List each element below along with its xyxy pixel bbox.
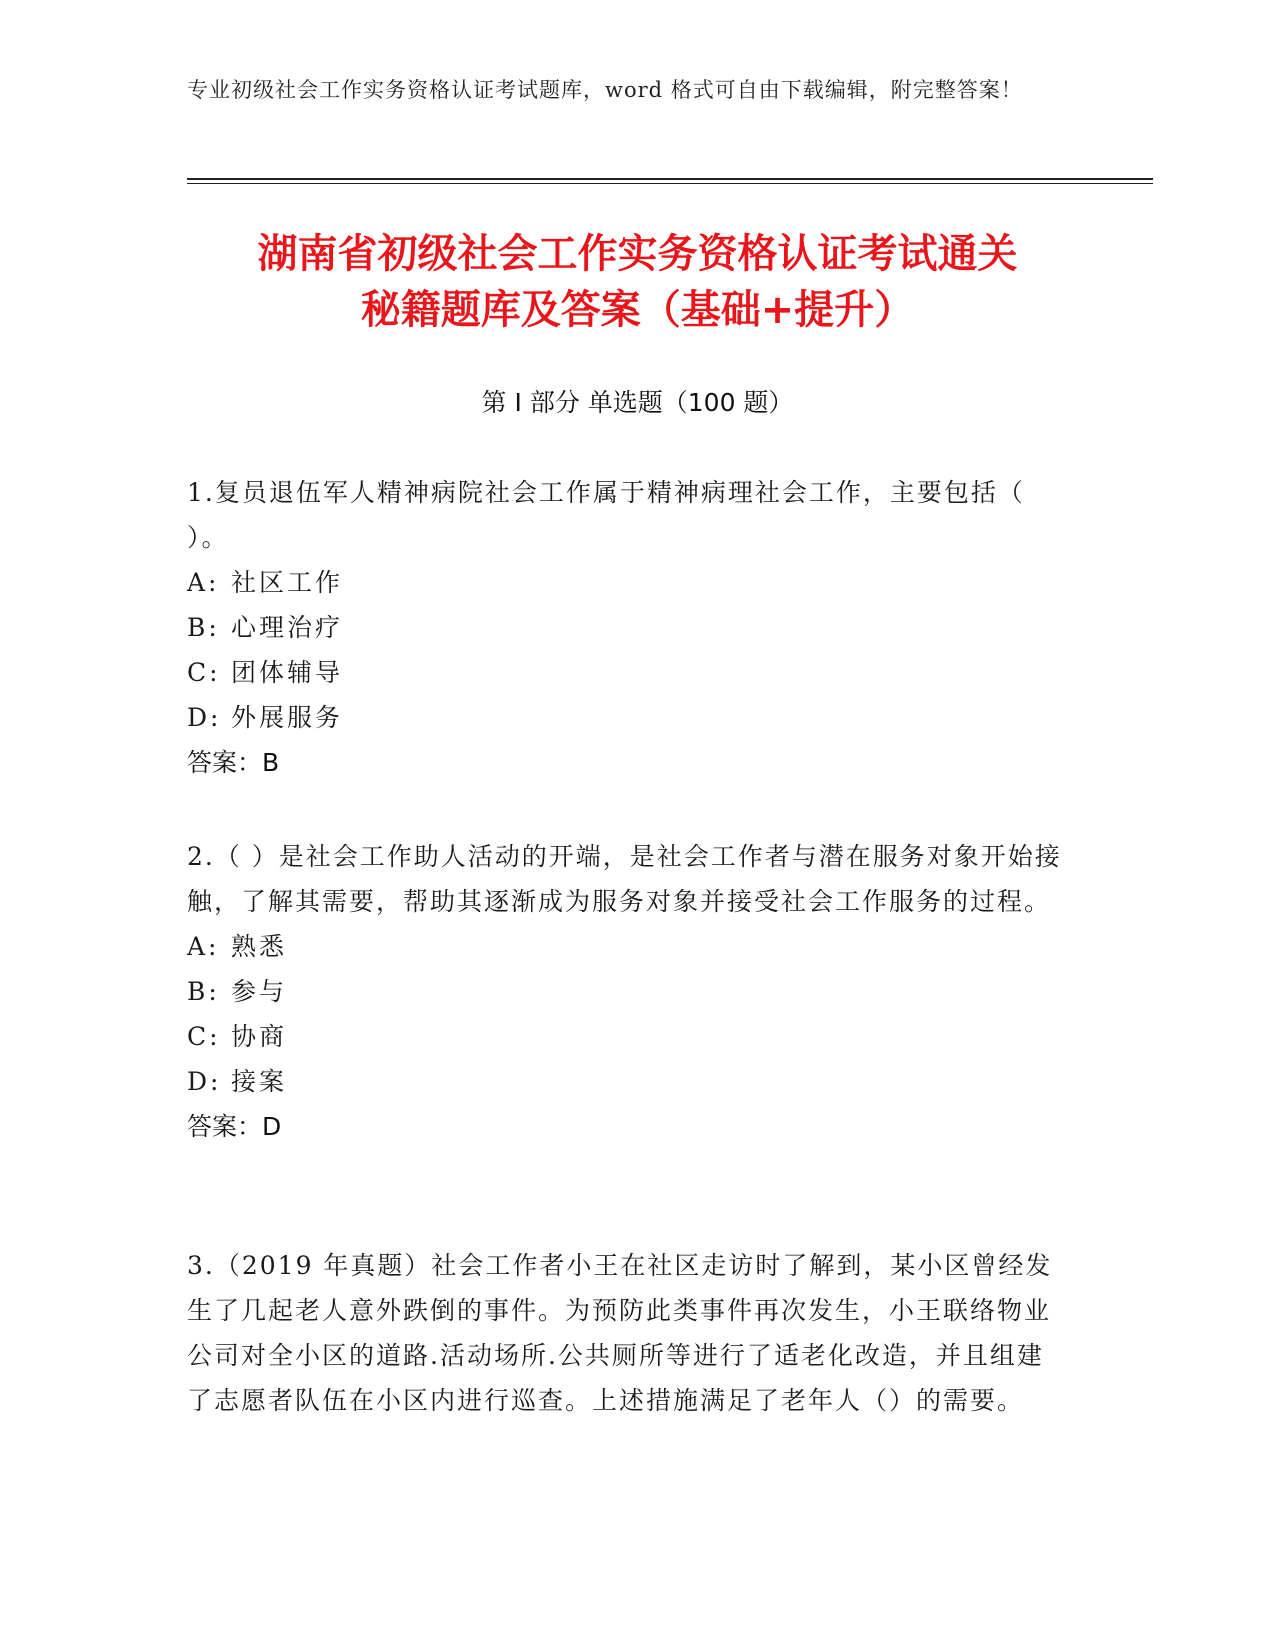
option-key: D: <box>187 703 222 732</box>
option-b <box>187 605 1067 650</box>
option-text: 团体辅导 <box>231 658 344 687</box>
option-key: A: <box>187 932 220 961</box>
option-text: 接案 <box>231 1067 288 1096</box>
option-c <box>187 650 1067 695</box>
option-text: 熟悉 <box>231 932 288 961</box>
option-b <box>187 969 1067 1014</box>
option-c <box>187 1014 1067 1059</box>
question-stem: 2.（ ）是社会工作助人活动的开端，是社会工作者与潜在服务对象开始接触，了解其需要，帮助其逐渐成为服务对象并接受社会工作服务的过程。 <box>187 842 1062 916</box>
option-text: 社区工作 <box>231 568 344 597</box>
option-text: 参与 <box>231 977 288 1006</box>
header-divider-thin <box>187 183 1153 184</box>
option-text: 外展服务 <box>231 703 344 732</box>
section-title: 第 I 部分 单选题（100 题） <box>481 388 794 417</box>
option-key: B: <box>187 613 220 642</box>
option-d <box>187 1059 1067 1104</box>
option-a <box>187 560 1067 605</box>
question-3 <box>187 1243 1067 1423</box>
header-divider-thick <box>187 178 1153 180</box>
document-title-line-2: 秘籍题库及答案（基础+提升） <box>360 287 915 333</box>
option-text: 心理治疗 <box>231 613 344 642</box>
option-key: B: <box>187 977 220 1006</box>
document-title-line-1: 湖南省初级社会工作实务资格认证考试通关 <box>257 231 1018 277</box>
option-text: 协商 <box>231 1022 288 1051</box>
option-key: C: <box>187 1022 221 1051</box>
header-note: 专业初级社会工作实务资格认证考试题库，word 格式可自由下载编辑，附完整答案！ <box>187 78 1023 102</box>
option-key: D: <box>187 1067 222 1096</box>
option-key: A: <box>187 568 220 597</box>
question-stem: 1.复员退伍军人精神病院社会工作属于精神病理社会工作，主要包括（ ）。 <box>187 478 1025 552</box>
option-a <box>187 924 1067 969</box>
question-stem: 3.（2019 年真题）社会工作者小王在社区走访时了解到，某小区曾经发生了几起老人意外跌倒的事件。为预防此类事件再次发生，小王联络物业公司对全小区的道路.活动场所.公共厕所等进行了适老化改造，并且组建了志愿者队伍在小区内进行巡查。上述措施满足了老年人（）的需要。 <box>187 1251 1053 1415</box>
document-title <box>150 226 1125 338</box>
answer-line: 答案：B <box>187 748 280 777</box>
answer-line: 答案：D <box>187 1112 282 1141</box>
option-d <box>187 695 1067 740</box>
question-2 <box>187 834 1067 1149</box>
option-key: C: <box>187 658 221 687</box>
question-1 <box>187 470 1067 785</box>
